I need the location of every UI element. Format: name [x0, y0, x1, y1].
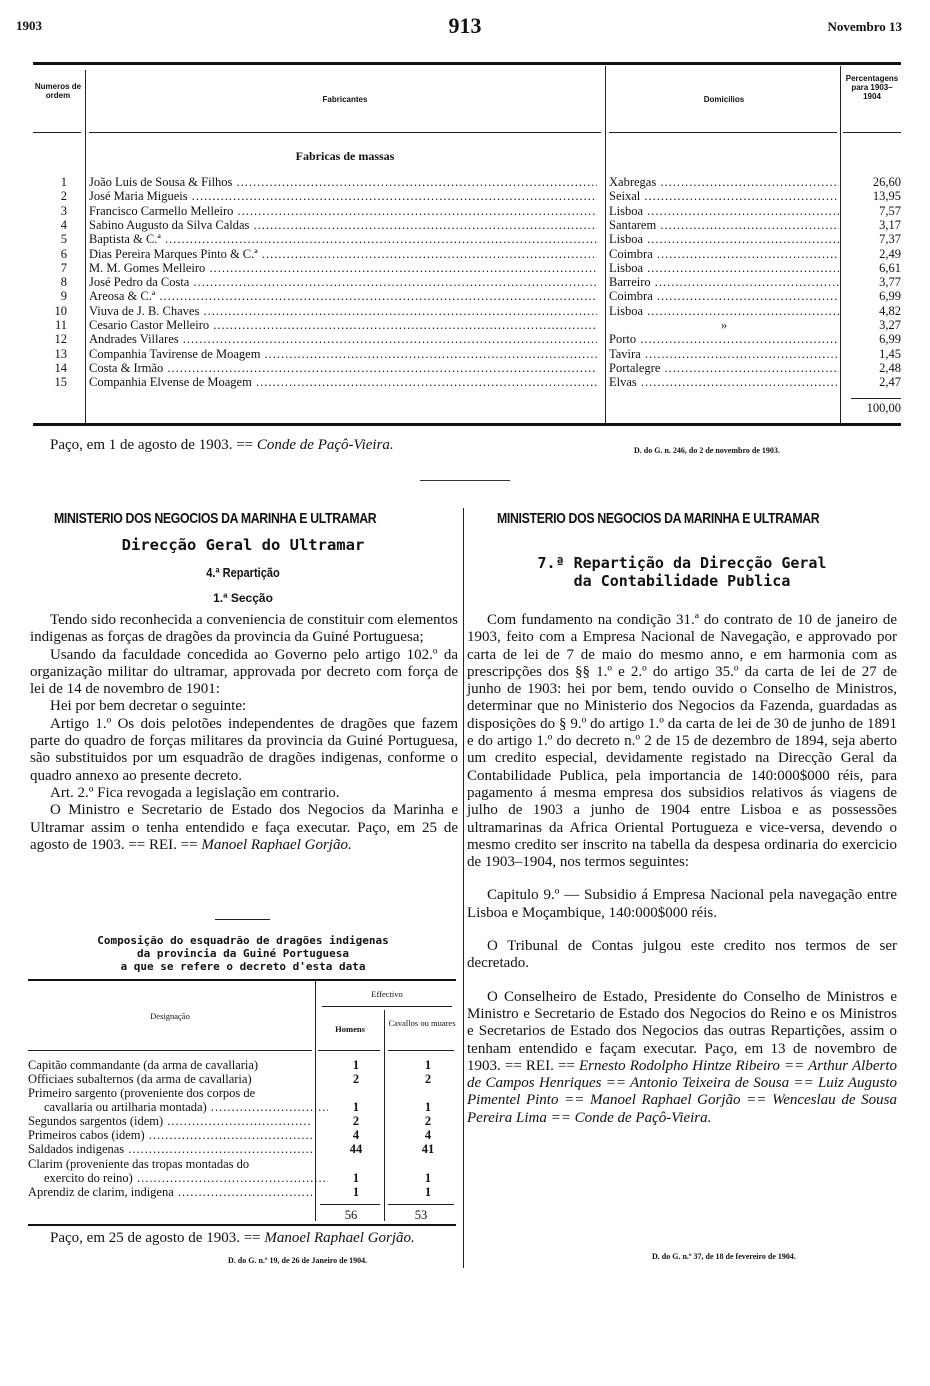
signer: Manoel Raphael Gorjão.: [201, 836, 352, 853]
paragraph: Hei por bem decretar o seguinte:: [50, 698, 247, 715]
manufacturer-name: Areosa & C.ª .....: [89, 289, 597, 303]
table-row: [28, 1072, 456, 1086]
right-article-body: [467, 612, 897, 1127]
paragraph: Com fundamento na condição 31.ª do contrato de 10 de janeiro de 1903, feito com a Empresa Nacional de Navegação, e approvado por carta de lei de 7 de maio do mesmo anno, e em harmonia com as prescripções dos §§ 1.º e 2.º do artigo 35.º da carta de lei de 27 de junho de 1903: hei por bem, tendo ouvido o Conselho de Ministros, determinar que no Ministerio dos Negocios da Fazenda, guardadas as disposições do § 9.º do artigo 1.º da carta de lei de 30 de junho de 1891 e do artigo 1.º do decreto n.º 2 de 15 de dezembro de 1894, seja aberto um credito especial, devidamente registado na Direcção Geral da Contabilidade Publica, pela importancia de 140:000$000 réis, para pagamento á mesma empresa dos subsidios relativos ás viagens de julho de 1903 a junho de 1904 entre Lisboa e as possessões ultramarinas da Africa Oriental Portugueza e vice-versa, devendo o mesmo credito ser inscrito na tabella da despesa ordinaria do exercicio de 1903–1904, nos termos seguintes:: [467, 612, 897, 871]
men-count: 44: [349, 1142, 363, 1156]
manufacturer-name: Sabino Augusto da Silva Caldas .....: [89, 218, 597, 232]
signature-line-1: [50, 437, 394, 454]
total-horses: 53: [414, 1208, 428, 1222]
paragraph-text: O Conselheiro de Estado, Presidente do Conselho de Ministros e Ministro e Secretario de Estado dos Negocios do Reino e os Ministros e Secretarios de Estado dos Negocios das outras Repartições, assim o tenham entendido e façam executar. Paço, em 13 de novembro de 1903. == REI. ==: [467, 988, 897, 1074]
table-row: [33, 232, 901, 246]
percentage: 7,37: [879, 232, 901, 247]
percentage: 1,45: [879, 346, 901, 361]
manufacturer-name: Baptista & C.ª .....: [89, 232, 597, 246]
domicile: Tavira .....: [609, 347, 839, 361]
domicile: Coimbra .....: [609, 247, 839, 261]
left-article-body: [30, 612, 458, 854]
column-header-manufacturers: Fabricantes: [322, 95, 368, 104]
table-row: [33, 332, 901, 346]
paragraph: Tendo sido reconhecida a conveniencia de constituir com elementos indigenas as forças de dragões da provincia da Guiné Portuguesa;: [30, 612, 458, 646]
table-top-rule: [33, 62, 901, 65]
row-number: 2: [60, 189, 67, 204]
percentage: 3,77: [879, 275, 901, 290]
right-ministry-heading: MINISTERIO DOS NEGOCIOS DA MARINHA E ULTRAMAR: [497, 510, 820, 527]
separator-rule: [215, 919, 270, 920]
row-number: 8: [60, 275, 67, 290]
row-number: 1: [60, 175, 67, 189]
domicile: Xabregas .....: [609, 175, 839, 189]
right-repartition-heading: [467, 554, 897, 590]
table-bottom-rule: [33, 423, 901, 426]
paragraph: Capitulo 9.º — Subsidio á Empresa Nacional pela navegação entre Lisboa e Moçambique, 140:000$000 réis.: [467, 887, 897, 921]
domicile: Barreiro .....: [609, 275, 839, 289]
title-line: da provincia da Guiné Portuguesa: [137, 947, 349, 960]
left-section: 1.ª Secção: [213, 591, 273, 605]
domicile: Porto .....: [609, 332, 839, 346]
table-row: [33, 175, 901, 189]
header-year: 1903: [16, 18, 42, 33]
column-header-domicile: Domicilios: [703, 95, 745, 104]
designation: Aprendiz de clarim, indigena .....: [28, 1185, 312, 1199]
horses-count: 1: [424, 1185, 432, 1199]
manufacturer-name: Viuva de J. B. Chaves .....: [89, 304, 597, 318]
domicile: Seixal .....: [609, 189, 839, 203]
total-rule: [851, 398, 901, 399]
designation: Primeiros cabos (idem) .....: [28, 1128, 312, 1142]
percentage: 7,57: [879, 203, 901, 218]
percentage: 3,17: [879, 217, 901, 232]
manufacturer-name: Cesario Castor Melleiro .....: [89, 318, 597, 332]
squadron-table-title: [30, 934, 456, 973]
header-designation: Designação: [150, 1011, 190, 1021]
header-bottom-rule: [843, 132, 901, 133]
header-bottom-rule: [33, 132, 81, 133]
paragraph: O Tribunal de Contas julgou este credito nos termos de ser decretado.: [467, 938, 897, 972]
domicile: Elvas .....: [609, 375, 839, 389]
horses-count: 4: [424, 1128, 432, 1142]
manufacturer-name: Andrades Villares .....: [89, 332, 597, 346]
column-header-percentage: Percentagens para 1903–1904: [845, 74, 899, 101]
reference-1: D. do G. n. 246, do 2 de novembro de 1903.: [634, 446, 780, 455]
men-count: 1: [352, 1058, 360, 1072]
percentage: 4,82: [879, 303, 901, 318]
row-number: 9: [60, 289, 67, 304]
header-men: Homens: [335, 1024, 365, 1034]
manufacturers-table: [33, 62, 901, 427]
manufacturer-name: Francisco Carmello Melleiro .....: [89, 204, 597, 218]
total-men: 56: [344, 1208, 358, 1222]
reference-2: D. do G. n.º 19, de 26 de Janeiro de 1904.: [228, 1256, 368, 1265]
percentage: 6,99: [879, 332, 901, 347]
left-ministry-heading: MINISTERIO DOS NEGOCIOS DA MARINHA E ULTRAMAR: [54, 510, 377, 527]
left-direction-heading: Direcção Geral do Ultramar: [121, 536, 365, 554]
table-row: [33, 261, 901, 275]
men-count: 1: [352, 1100, 360, 1114]
horses-count: 2: [424, 1072, 432, 1086]
row-number: 10: [54, 303, 67, 318]
table-row: [33, 289, 901, 303]
signature-signer: Conde de Paçô-Vieira.: [256, 437, 394, 453]
men-count: 2: [352, 1072, 360, 1086]
domicile: Lisboa .....: [609, 232, 839, 246]
closing-signer: Manoel Raphael Gorjão.: [264, 1230, 415, 1246]
table-row: [33, 275, 901, 289]
table-row: [33, 347, 901, 361]
percentage: 6,99: [879, 289, 901, 304]
separator-rule: [420, 480, 510, 481]
designation: Capitão commandante (da arma de cavallaria): [28, 1058, 259, 1072]
paragraph: Art. 2.º Fica revogada a legislação em contrario.: [50, 784, 340, 801]
horses-count: 2: [424, 1114, 432, 1128]
percentage: 2,47: [879, 375, 901, 390]
row-number: 11: [54, 318, 67, 332]
title-line: Composição do esquadrão de dragões indigenas: [97, 934, 389, 947]
header-effective: Effectivo: [371, 989, 403, 999]
percentage: 3,27: [879, 318, 901, 332]
table-row: [28, 1171, 456, 1185]
heading-line: 7.ª Repartição da Direcção Geral: [537, 554, 827, 572]
table-row: [28, 1128, 456, 1142]
domicile: Coimbra .....: [609, 289, 839, 303]
percentage: 2,49: [879, 246, 901, 261]
table-row: [28, 1114, 456, 1128]
designation: cavallaria ou artilharia montada) .....: [28, 1100, 328, 1114]
manufacturer-name: José Maria Migueis .....: [89, 189, 597, 203]
header-date: Novembro 13: [827, 19, 902, 34]
men-count: 4: [352, 1128, 360, 1142]
header-bottom-rule: [388, 1050, 454, 1051]
header-bottom-rule: [318, 1050, 380, 1051]
men-count: 1: [352, 1185, 360, 1199]
designation: Clarim (proveniente das tropas montadas do: [28, 1157, 250, 1171]
table-row: [33, 375, 901, 389]
row-number: 3: [60, 203, 67, 218]
designation: Officiaes subalternos (da arma de cavallaria): [28, 1072, 252, 1086]
table-row: [33, 318, 901, 332]
table-row: [28, 1058, 456, 1072]
manufacturer-name: Dias Pereira Marques Pinto & C.ª .....: [89, 247, 597, 261]
signature-text: Paço, em 1 de agosto de 1903. ==: [50, 437, 257, 453]
manufacturer-name: Companhia Elvense de Moagem .....: [89, 375, 597, 389]
table-row: [33, 189, 901, 203]
header-bottom-rule: [89, 132, 601, 133]
percentage: 6,61: [879, 260, 901, 275]
header-horses: Cavallos ou muares: [388, 1018, 456, 1028]
signers: Ernesto Rodolpho Hintze Ribeiro == Arthur Alberto de Campos Henriques == Antonio Teixeira de Sousa == Luiz Augusto Pimentel Pinto == Manoel Raphael Gorjão == Wenceslau de Sousa Pereira Lima == Conde de Paçô-Vieira.: [467, 1057, 897, 1126]
domicile: Portalegre .....: [609, 361, 839, 375]
section-title: Fabricas de massas: [295, 149, 395, 163]
manufacturer-name: Companhia Tavirense de Moagem .....: [89, 347, 597, 361]
table-row: [33, 247, 901, 261]
header-bottom-rule: [609, 132, 837, 133]
domicile: Santarem .....: [609, 218, 839, 232]
paragraph: [467, 989, 897, 1127]
horses-count: 41: [421, 1142, 435, 1156]
paragraph-text: O Ministro e Secretario de Estado dos Negocios da Marinha e Ultramar assim o tenha entendido e faça executar. Paço, em 25 de agosto de 1903. == REI. ==: [30, 802, 458, 853]
manufacturer-name: Costa & Irmão .....: [89, 361, 597, 375]
percentage: 13,95: [872, 189, 901, 204]
total-rule: [320, 1204, 380, 1205]
paragraph: Artigo 1.º Os dois pelotões independentes de dragões que fazem parte do quadro de forças militares da provincia da Guiné Portuguesa, são substituidos por um esquadrão de dragões indigenas, conforme o quadro annexo ao presente decreto.: [30, 715, 458, 784]
table-row: [33, 361, 901, 375]
table-row: [28, 1142, 456, 1156]
designation: exercito do reino) .....: [28, 1171, 328, 1185]
manufacturer-name: João Luis de Sousa & Filhos .....: [89, 175, 597, 189]
row-number: 4: [60, 217, 67, 232]
percentage: 26,60: [872, 175, 901, 189]
horses-count: 1: [424, 1171, 432, 1185]
table-row: [33, 204, 901, 218]
row-number: 15: [54, 375, 67, 390]
percentage: 2,48: [879, 360, 901, 375]
column-header-number: Numeros de ordem: [34, 82, 82, 100]
men-count: 1: [352, 1171, 360, 1185]
row-number: 14: [54, 360, 67, 375]
title-line: a que se refere o decreto d'esta data: [120, 960, 366, 973]
men-count: 2: [352, 1114, 360, 1128]
table-row: [33, 304, 901, 318]
paragraph: Usando da faculdade concedida ao Governo pelo artigo 102.º da organização militar do ultramar, approvada por decreto com força de lei de 14 de novembro de 1901:: [30, 646, 458, 698]
domicile: »: [720, 318, 728, 332]
domicile: Lisboa .....: [609, 204, 839, 218]
row-number: 5: [60, 232, 67, 247]
heading-line: da Contabilidade Publica: [573, 572, 791, 590]
designation: Saldados indigenas .....: [28, 1142, 312, 1156]
designation: Segundos sargentos (idem) .....: [28, 1114, 312, 1128]
domicile: Lisboa .....: [609, 261, 839, 275]
page-number: 913: [448, 13, 482, 38]
table-row: [28, 1086, 456, 1100]
closing-paragraph: [30, 1230, 454, 1247]
closing-text: Paço, em 25 de agosto de 1903. ==: [50, 1230, 265, 1246]
total-percentage: 100,00: [866, 401, 901, 415]
designation: Primeiro sargento (proveniente dos corpos de: [28, 1086, 256, 1100]
horses-count: 1: [424, 1100, 432, 1114]
table-row: [28, 1100, 456, 1114]
manufacturer-name: José Pedro da Costa .....: [89, 275, 597, 289]
row-number: 6: [60, 246, 67, 261]
left-repartition: 4.ª Repartição: [206, 565, 280, 580]
total-rule: [388, 1204, 454, 1205]
row-number: 7: [60, 260, 67, 275]
horses-count: 1: [424, 1058, 432, 1072]
left-closing: [30, 1230, 454, 1247]
manufacturer-name: M. M. Gomes Melleiro .....: [89, 261, 597, 275]
header-bottom-rule: [28, 1050, 312, 1051]
reference-3: D. do G. n.º 37, de 18 de fevereiro de 1904.: [652, 1252, 796, 1261]
domicile: Lisboa .....: [609, 304, 839, 318]
table-row: [28, 1157, 456, 1171]
paragraph: [30, 802, 458, 854]
table-bottom-rule: [28, 1224, 456, 1226]
table-row: [33, 218, 901, 232]
row-number: 12: [54, 332, 67, 347]
brace-rule: [322, 1006, 452, 1007]
column-divider: [463, 508, 464, 1268]
table-row: [28, 1185, 456, 1199]
table-top-rule: [28, 979, 456, 981]
row-number: 13: [54, 346, 67, 361]
